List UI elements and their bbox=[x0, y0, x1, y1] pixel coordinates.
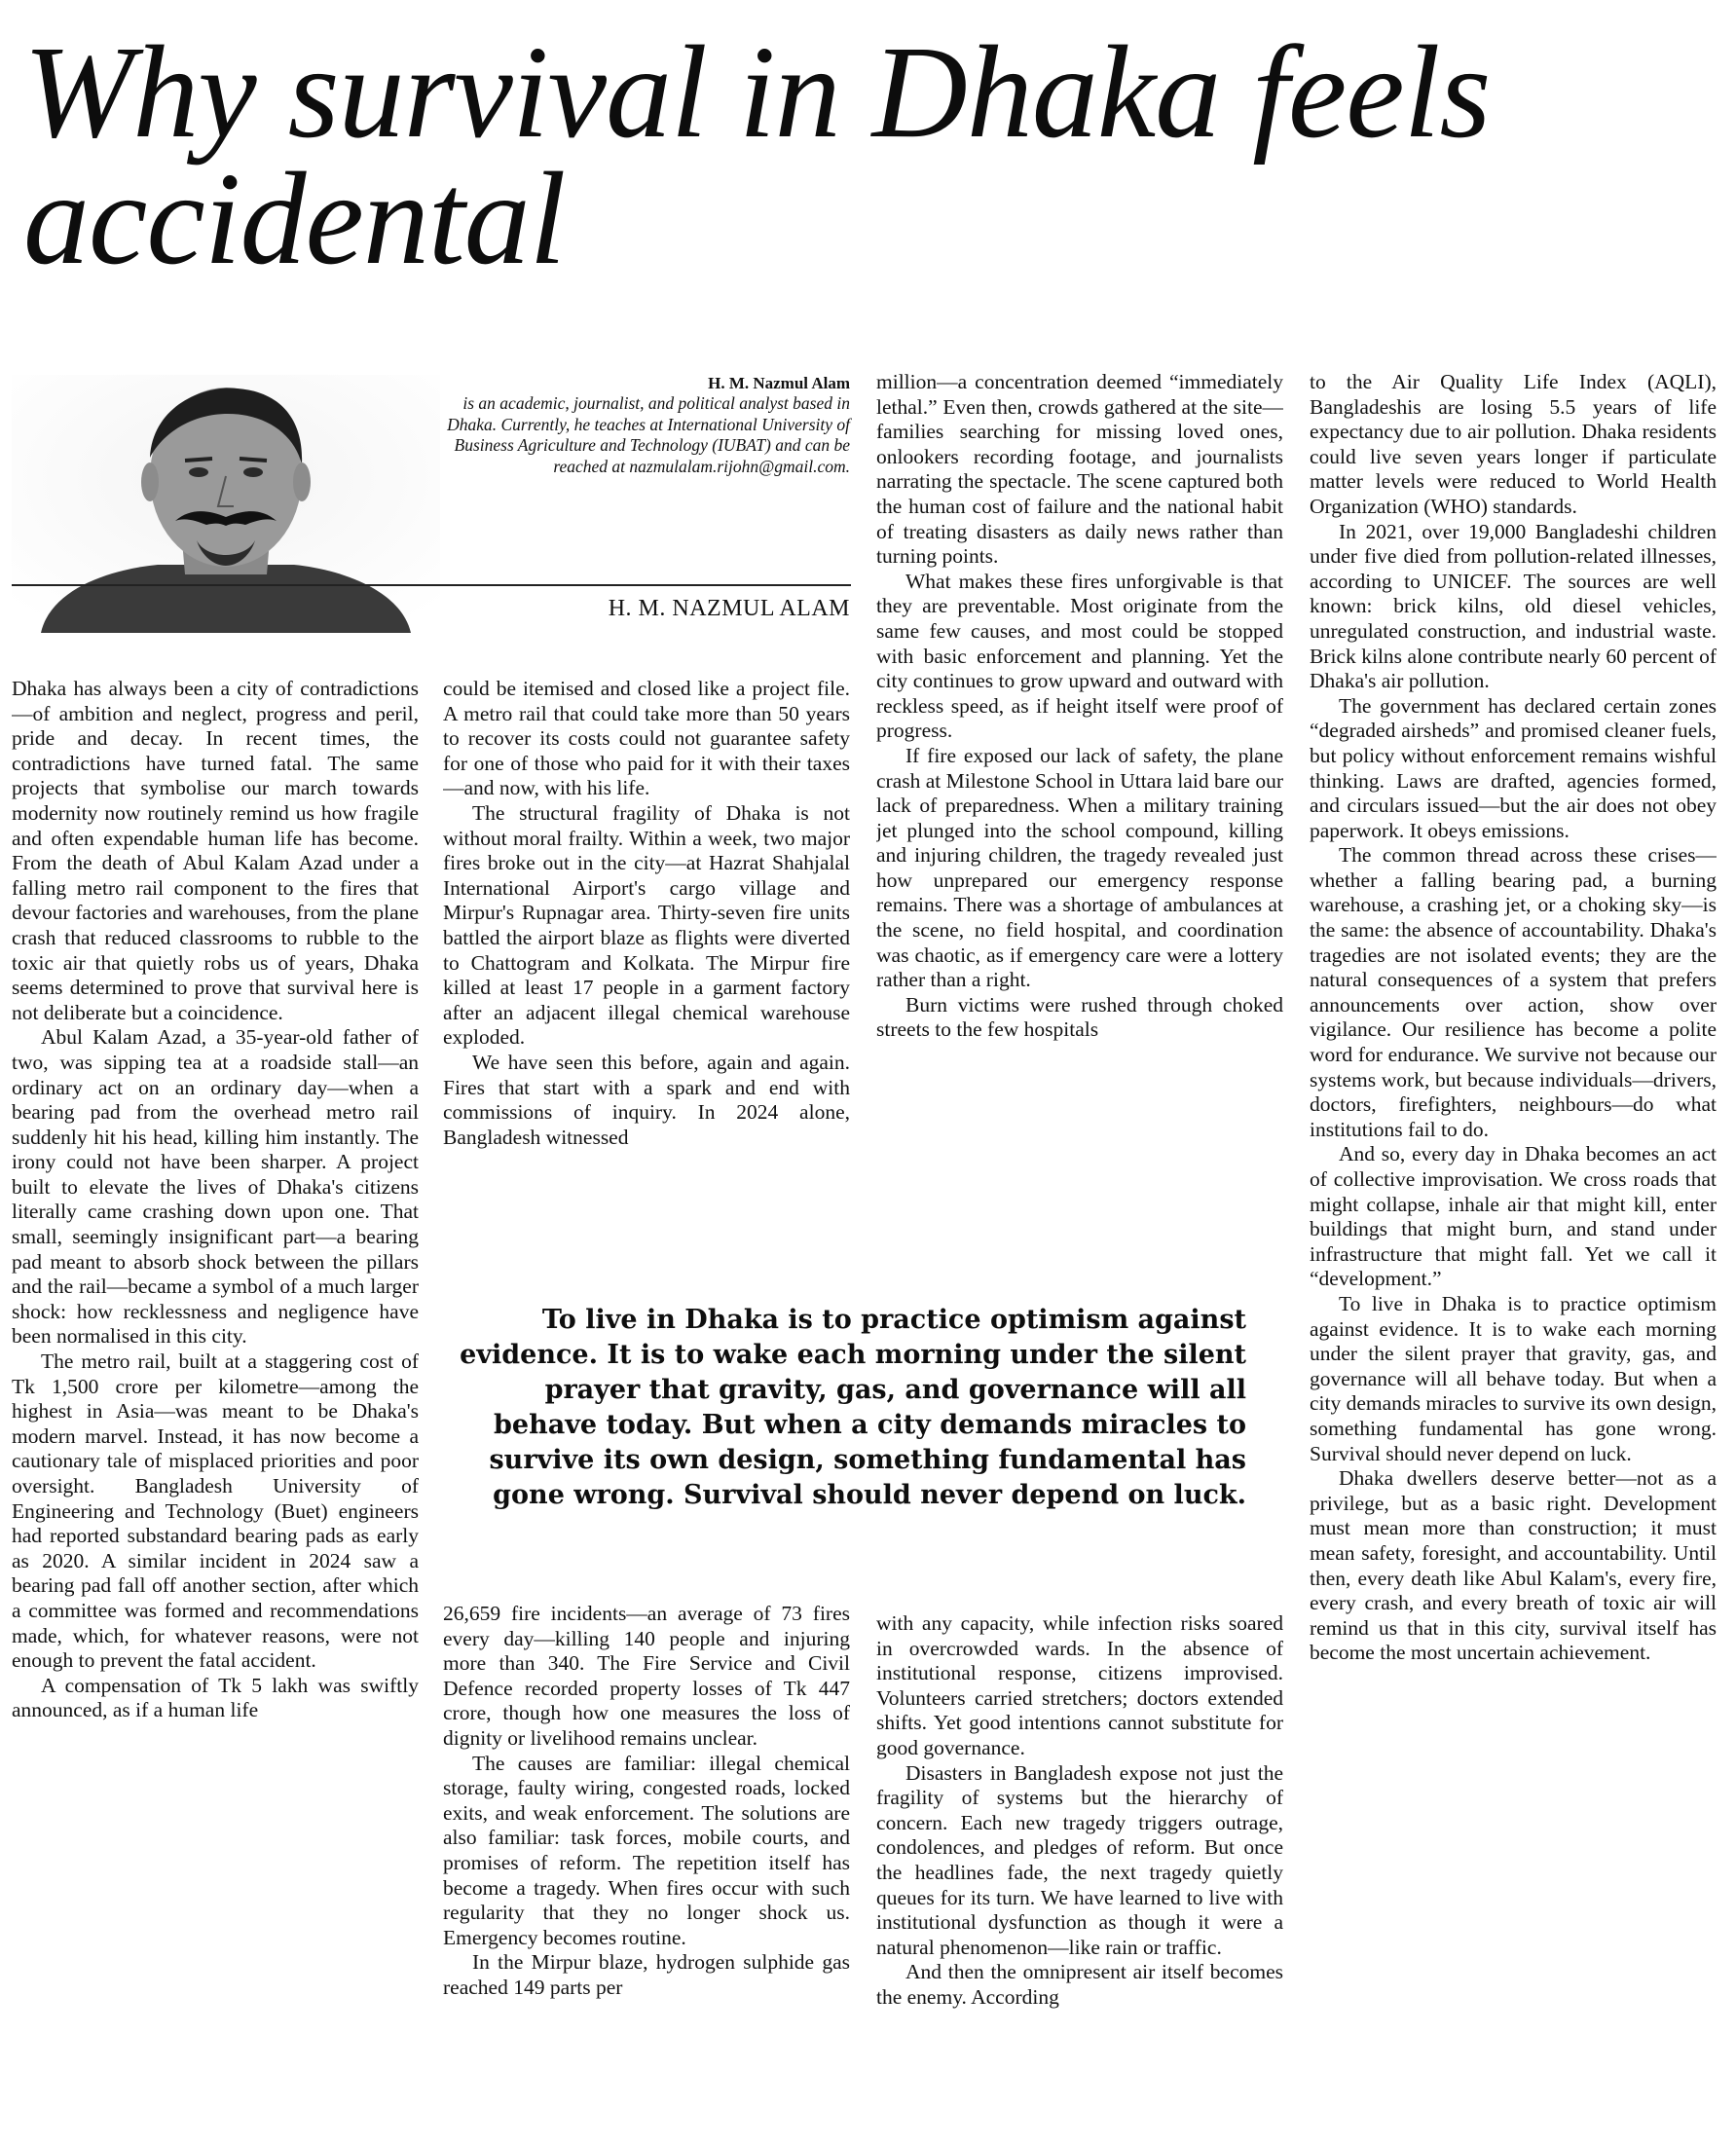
author-photo bbox=[12, 375, 440, 633]
byline-rule bbox=[12, 584, 851, 586]
paragraph: million—a concentration deemed “immediately lethal.” Even then, crowds gathered at the site—families searching for missing loved ones, onlookers recording footage, and journalists narrating the spectacle. The scene captured both the human cost of failure and the national habit of treating disasters as daily news rather than turning points. bbox=[876, 370, 1283, 569]
paragraph: Burn victims were rushed through choked streets to the few hospitals bbox=[876, 992, 1283, 1042]
column-1 bbox=[12, 677, 419, 2137]
author-name-small: H. M. Nazmul Alam bbox=[708, 374, 850, 392]
paragraph: could be itemised and closed like a project file. A metro rail that could take more than 50 years to recover its costs could not guarantee safety for one of those who paid for it with their taxes—and now, with his life. bbox=[443, 677, 850, 800]
column-3-top bbox=[876, 370, 1283, 1251]
byline: H. M. NAZMUL ALAM bbox=[608, 596, 850, 621]
column-3-bottom bbox=[876, 1611, 1283, 2137]
paragraph: 26,659 fire incidents—an average of 73 fires every day—killing 140 people and injuring more than 340. The Fire Service and Civil Defence recorded property losses of Tk 447 crore, though how one measures the loss of dignity or livelihood remains unclear. bbox=[443, 1602, 850, 1750]
column-2-top bbox=[443, 677, 850, 1251]
paragraph: If fire exposed our lack of safety, the plane crash at Milestone School in Uttara laid bare our lack of preparedness. When a military training jet plunged into the school compound, killing and injuring children, the tragedy revealed just how unprepared our emergency response remains. There was a shortage of ambulances at the scene, no field hospital, and coordination was chaotic, as if emergency care were a lottery rather than a right. bbox=[876, 743, 1283, 992]
paragraph: The common thread across these crises—whether a falling bearing pad, a burning warehouse, a crashing jet, or a choking sky—is the same: the absence of accountability. Dhaka's tragedies are not isolated events; they are the natural consequences of a system that prefers announcements over action, show over vigilance. Our resilience has become a polite word for endurance. We survive not because our systems work, but because individuals—drivers, doctors, firefighters, neighbours—do what institutions fail to do. bbox=[1310, 843, 1717, 1141]
paragraph: In 2021, over 19,000 Bangladeshi children under five died from pollution-related illnesses, according to UNICEF. The sources are well known: brick kilns, old diesel vehicles, unregulated construction, and industrial waste. Brick kilns alone contribute nearly 60 percent of Dhaka's air pollution. bbox=[1310, 519, 1717, 693]
author-info bbox=[443, 373, 850, 477]
paragraph: The causes are familiar: illegal chemical storage, faulty wiring, congested roads, locked exits, and weak enforcement. The solutions are also familiar: task forces, mobile courts, and promises of reform. The repetition itself has become a tragedy. When fires occur with such regularity that they no longer shock us. Emergency becomes routine. bbox=[443, 1751, 850, 1949]
paragraph: And then the omnipresent air itself becomes the enemy. According bbox=[876, 1960, 1283, 2009]
paragraph: A compensation of Tk 5 lakh was swiftly announced, as if a human life bbox=[12, 1673, 419, 1722]
column-2-bottom bbox=[443, 1602, 850, 2137]
paragraph: Dhaka dwellers deserve better—not as a privilege, but as a basic right. Development must mean more than construction; it must mean safety, foresight, and accountability. Until then, every death like Abul Kalam's, every fire, every crash, and every breath of toxic air will remind us that in this city, survival itself has become the most uncertain achievement. bbox=[1310, 1466, 1717, 1665]
paragraph: with any capacity, while infection risks soared in overcrowded wards. In the absence of institutional response, citizens improvised. Volunteers carried stretchers; doctors extended shifts. Yet good intentions cannot substitute for good governance. bbox=[876, 1611, 1283, 1759]
headline: Why survival in Dhaka feels accidental bbox=[23, 19, 1491, 292]
column-4 bbox=[1310, 370, 1717, 2137]
paragraph: The metro rail, built at a staggering cost of Tk 1,500 crore per kilometre—among the highest in Asia—was meant to be Dhaka's modern marvel. Instead, it has now become a cautionary tale of misplaced priorities and poor oversight. Bangladesh University of Engineering and Technology (Buet) engineers had reported substandard bearing pads as early as 2020. A similar incident in 2024 saw a bearing pad fall off another section, after which a committee was formed and recommendations made, which, for whatever reasons, were not enough to prevent the fatal accident. bbox=[12, 1349, 419, 1673]
paragraph: Abul Kalam Azad, a 35-year-old father of two, was sipping tea at a roadside stall—an ordinary act on an ordinary day—when a bearing pad from the overhead metro rail suddenly hit his head, killing him instantly. The irony could not have been sharper. A project built to elevate the lives of Dhaka's citizens literally came crashing down upon one. That small, seemingly insignificant part—a bearing pad meant to absorb shock between the pillars and the rail—became a symbol of a much larger shock: how recklessness and negligence have been normalised in this city. bbox=[12, 1025, 419, 1349]
paragraph: Disasters in Bangladesh expose not just the fragility of systems but the hierarchy of concern. Each new tragedy triggers outrage, condolences, and pledges of reform. But once the headlines fade, the next tragedy quietly queues for its turn. We have learned to live with institutional dysfunction as though it were a natural phenomenon—like rain or traffic. bbox=[876, 1760, 1283, 1959]
paragraph: What makes these fires unforgivable is that they are preventable. Most originate from the same few causes, and most could be stopped with basic enforcement and planning. Yet the city continues to grow upward and outward with reckless speed, as if height itself were proof of progress. bbox=[876, 569, 1283, 743]
paragraph: We have seen this before, again and again. Fires that start with a spark and end with commissions of inquiry. In 2024 alone, Bangladesh witnessed bbox=[443, 1050, 850, 1149]
paragraph: To live in Dhaka is to practice optimism against evidence. It is to wake each morning under the silent prayer that gravity, gas, and governance will all behave today. But when a city demands miracles to survive its own design, something fundamental has gone wrong. Survival should never depend on luck. bbox=[1310, 1291, 1717, 1465]
paragraph: And so, every day in Dhaka becomes an act of collective improvisation. We cross roads that might collapse, inhale air that might kill, enter buildings that might burn, and stand under infrastructure that might fall. Yet we call it “development.” bbox=[1310, 1142, 1717, 1291]
paragraph: to the Air Quality Life Index (AQLI), Bangladeshis are losing 5.5 years of life expectancy due to air pollution. Dhaka residents could live seven years longer if particulate matter levels were reduced to World Health Organization (WHO) standards. bbox=[1310, 370, 1717, 518]
paragraph: The government has declared certain zones “degraded airsheds” and promised cleaner fuels, but policy without enforcement remains wishful thinking. Laws are drafted, agencies formed, and circulars issued—but the air does not obey paperwork. It obeys emissions. bbox=[1310, 693, 1717, 842]
paragraph: In the Mirpur blaze, hydrogen sulphide gas reached 149 parts per bbox=[443, 1950, 850, 1999]
pull-quote: To live in Dhaka is to practice optimism against evidence. It is to wake each morning under the silent prayer that gravity, gas, and governance will all behave today. But when a city demands miracles to survive its own design, something fundamental has gone wrong. Survival should never depend on luck. bbox=[460, 1305, 1246, 1510]
paragraph: The structural fragility of Dhaka is not without moral frailty. Within a week, two major fires broke out in the city—at Hazrat Shahjalal International Airport's cargo village and Mirpur's Rupnagar area. Thirty-seven fire units battled the airport blaze as flights were diverted to Chattogram and Kolkata. The Mirpur fire killed at least 17 people in a garment factory after an adjacent illegal chemical warehouse exploded. bbox=[443, 800, 850, 1050]
paragraph: Dhaka has always been a city of contradictions—of ambition and neglect, progress and peril, pride and decay. In recent times, the contradictions have turned fatal. The same projects that symbolise our march towards modernity now routinely remind us how fragile and often expendable human life has become. From the death of Abul Kalam Azad under a falling metro rail component to the fires that devour factories and warehouses, from the plane crash that reduced classrooms to rubble to the toxic air that quietly robs us of years, Dhaka seems determined to prove that survival here is not deliberate but a coincidence. bbox=[12, 677, 419, 1024]
author-bio: is an academic, journalist, and political analyst based in Dhaka. Currently, he teaches at International University of Business Agriculture and Technology (IUBAT) and can be reached at nazmulalam.rijohn@gmail.com. bbox=[447, 393, 850, 476]
